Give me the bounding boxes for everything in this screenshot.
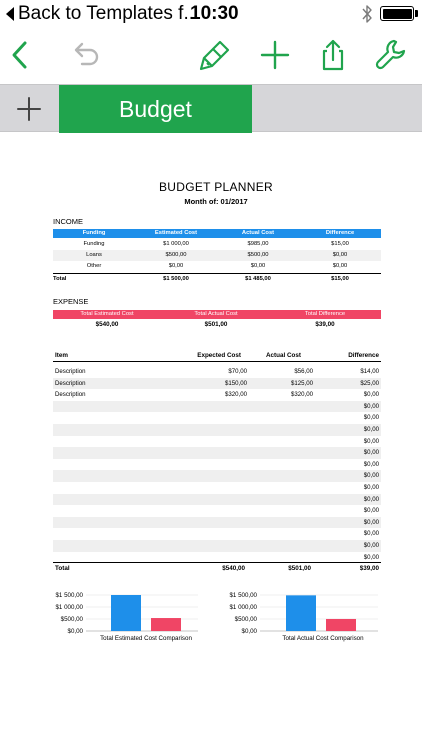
item-cell: $0,00 [363, 484, 379, 491]
income-total-cell: $1 500,00 [163, 276, 189, 282]
expense-value: $540,00 [95, 321, 119, 328]
back-chevron-icon[interactable] [4, 38, 38, 72]
income-cell: $0,00 [250, 263, 266, 269]
chart-tick-label: $500,00 [60, 616, 83, 623]
item-cell: $0,00 [363, 553, 379, 561]
status-bar [0, 0, 422, 30]
sheet-tab-bar [0, 84, 422, 132]
income-table-header[interactable] [53, 229, 381, 238]
item-row[interactable] [53, 401, 381, 413]
item-cell: $14,00 [360, 368, 379, 375]
battery-level [383, 9, 412, 19]
income-cell: $15,00 [331, 241, 349, 247]
item-row[interactable] [53, 517, 381, 529]
item-cell: $0,00 [363, 518, 379, 526]
toolbar [0, 30, 422, 82]
chart-tick-label: $1 000,00 [55, 604, 83, 611]
item-cell: $0,00 [363, 426, 379, 433]
income-cell: Other [86, 263, 102, 269]
item-cell: $25,00 [360, 379, 379, 387]
items-total-cell: $540,00 [222, 565, 245, 572]
tab-budget[interactable]: Budget [59, 85, 252, 133]
items-total-row[interactable] [53, 562, 381, 574]
plus-icon[interactable] [258, 38, 292, 72]
estimated-cost-chart[interactable] [50, 590, 200, 648]
item-cell: $0,00 [363, 391, 379, 399]
income-row[interactable] [53, 239, 381, 250]
share-icon[interactable] [316, 38, 350, 72]
chart-title: Total Actual Cost Comparison [282, 635, 364, 642]
income-cell: $985,00 [247, 241, 269, 247]
expense-label: EXPENSE [53, 297, 89, 306]
income-total-cell: $1 485,00 [245, 276, 271, 282]
item-row[interactable] [53, 412, 381, 424]
expense-value: $39,00 [315, 321, 335, 328]
undo-icon[interactable] [68, 38, 102, 72]
chart-bar [326, 619, 356, 631]
income-row[interactable] [53, 261, 381, 272]
income-header-cell: Difference [325, 230, 355, 236]
chart-bar [151, 618, 181, 631]
income-total-cell: $15,00 [331, 276, 349, 282]
item-cell: $0,00 [363, 472, 379, 480]
chart-bar [286, 595, 316, 631]
income-cell: Loans [86, 252, 102, 258]
item-cell: $0,00 [363, 530, 379, 538]
chart-tick-label: $500,00 [234, 616, 257, 623]
chart-tick-label: $1 500,00 [229, 592, 257, 599]
item-row[interactable] [53, 540, 381, 552]
item-row[interactable] [53, 528, 381, 540]
item-row[interactable] [53, 424, 381, 436]
bluetooth-icon [360, 4, 374, 24]
item-row[interactable] [53, 389, 381, 401]
item-cell: $0,00 [363, 495, 379, 503]
income-cell: $500,00 [247, 252, 269, 258]
item-cell: $0,00 [363, 460, 379, 468]
income-cell: $0,00 [332, 263, 348, 269]
income-row[interactable] [53, 250, 381, 261]
battery-icon [380, 6, 414, 21]
income-header-cell: Funding [82, 230, 106, 236]
expense-header-cell: Total Estimated Cost [80, 311, 134, 317]
document-title: BUDGET PLANNER [158, 180, 273, 194]
add-sheet-icon[interactable] [0, 85, 58, 131]
items-total-label: Total [55, 565, 70, 572]
item-cell: Description [55, 391, 86, 399]
items-total-cell: $39,00 [359, 565, 379, 572]
item-row[interactable] [53, 447, 381, 459]
expense-header-cell: Total Difference [304, 311, 346, 317]
items-total-cell: $501,00 [288, 565, 311, 572]
income-total-label: Total [53, 276, 67, 282]
item-cell: $320,00 [290, 391, 313, 399]
item-cell: $0,00 [363, 437, 379, 445]
expense-value: $501,00 [204, 321, 228, 328]
income-header-cell: Actual Cost [241, 230, 275, 236]
paintbrush-icon[interactable] [198, 38, 232, 72]
item-cell: $320,00 [224, 391, 247, 399]
item-row[interactable] [53, 436, 381, 448]
income-label: INCOME [53, 217, 83, 226]
item-cell: $56,00 [294, 368, 313, 375]
item-row[interactable] [53, 470, 381, 482]
items-header-cell: Actual Cost [266, 352, 301, 359]
back-to-app-link[interactable]: Back to Templates f... [18, 3, 200, 24]
items-header-cell: Difference [348, 352, 379, 359]
wrench-icon[interactable] [374, 38, 408, 72]
expense-table-header[interactable] [53, 310, 381, 319]
document-month: Month of: 01/2017 [184, 197, 248, 206]
expense-header-cell: Total Actual Cost [194, 311, 238, 317]
item-row[interactable] [53, 378, 381, 390]
item-cell: $0,00 [363, 414, 379, 422]
chart-bar [111, 595, 141, 631]
expense-values-row[interactable] [53, 320, 381, 330]
sheet-canvas[interactable] [0, 133, 422, 750]
chart-tick-label: $0,00 [241, 628, 257, 635]
back-arrow-icon[interactable] [6, 7, 14, 21]
income-cell: $1 000,00 [163, 241, 189, 247]
items-table-header[interactable] [53, 350, 381, 362]
chart-title: Total Estimated Cost Comparison [100, 635, 192, 642]
item-cell: $0,00 [363, 507, 379, 515]
item-row[interactable] [53, 459, 381, 471]
item-cell: Description [55, 379, 86, 387]
actual-cost-chart[interactable] [222, 590, 382, 648]
status-time: 10:30 [190, 3, 239, 24]
battery-tip [415, 10, 418, 17]
item-row[interactable] [53, 482, 381, 494]
chart-tick-label: $1 500,00 [55, 592, 83, 599]
income-total-row[interactable] [53, 273, 381, 284]
chart-tick-label: $1 000,00 [229, 604, 257, 611]
items-header-cell: Item [55, 352, 68, 359]
item-cell: $125,00 [290, 379, 313, 387]
item-cell: $0,00 [363, 402, 379, 410]
income-cell: $500,00 [165, 252, 187, 258]
item-cell: $150,00 [224, 379, 247, 387]
item-row[interactable] [53, 494, 381, 506]
income-header-cell: Estimated Cost [154, 230, 198, 236]
item-cell: $0,00 [363, 449, 379, 457]
item-row[interactable] [53, 505, 381, 517]
item-cell: Description [55, 368, 86, 375]
item-cell: $0,00 [363, 542, 379, 549]
income-cell: $0,00 [332, 252, 348, 258]
item-cell: $70,00 [228, 368, 247, 375]
item-row[interactable] [53, 366, 381, 378]
income-cell: Funding [83, 241, 105, 247]
items-header-cell: Expected Cost [197, 352, 241, 359]
income-cell: $0,00 [168, 263, 184, 269]
chart-tick-label: $0,00 [67, 628, 83, 635]
